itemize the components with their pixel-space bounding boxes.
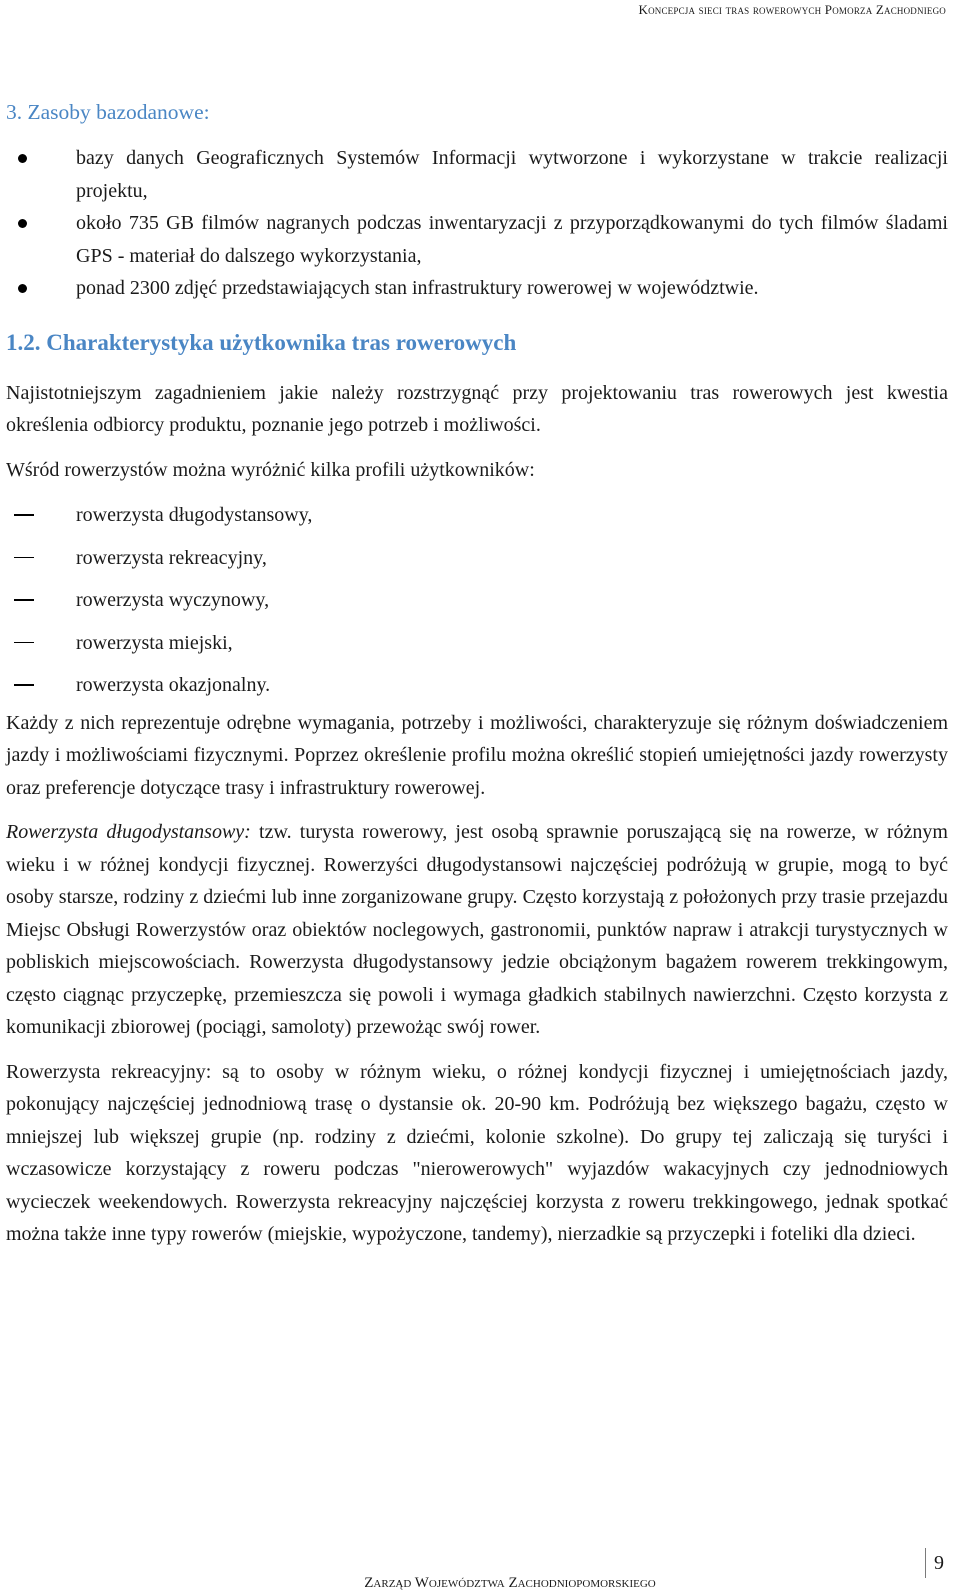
dash-item-text: rowerzysta miejski, [76,631,233,654]
bullet-text: ponad 2300 zdjęć przedstawiających stan infrastruktury rowerowej w województwie. [76,277,759,299]
dash-icon [14,684,34,686]
dash-list-item [6,579,948,622]
dash-list-item [6,537,948,580]
bullet-icon [18,284,27,293]
long-distance-text: tzw. turysta rowerowy, jest osobą sprawnie poruszającą się na rowerze, w różnym wieku i w różnej kondycji fizycznej. Rowerzyści długodystansowi najczęściej podróżują w grupie, mogą to być osoby starsze, rodziny z dziećmi lub inne zorganizowane grupy. Często korzystają z położonych przy trasie przejazdu Miejsc Obsługi Rowerzystów oraz obiektów noclegowych, gastronomii, punktów napraw i atrakcji turystycznych w pobliskich miejscowościach. Rowerzysta długodystansowy jedzie obciążonym bagażem rowerem trekkingowym, często ciągnąc przyczepkę, przemieszcza się powoli i wymaga gładkich stabilnych nawierzchni. Często korzysta z komunikacji zbiorowej (pociągi, samoloty) przewożąc swój rower. [6,821,948,1038]
bullet-item [6,207,948,272]
bullet-item [6,272,948,305]
dash-list-item [6,622,948,665]
dash-list-item [6,664,948,707]
section-heading-resources: 3. Zasoby bazodanowe: [6,100,210,124]
running-header: Koncepcja sieci tras rowerowych Pomorza Zachodniego [638,2,946,17]
bullet-text: około 735 GB filmów nagranych podczas inwentaryzacji z przyporządkowanymi do tych filmów śladami GPS - materiał do dalszego wykorzystania, [76,212,948,267]
dash-icon [14,642,34,644]
dash-item-text: rowerzysta rekreacyjny, [76,546,267,569]
recreational-paragraph: Rowerzysta rekreacyjny: są to osoby w różnym wieku, o różnej kondycji fizycznej i umiejętnościach jazdy, pokonujący najczęściej jednodniową trasę o dystansie ok. 20-90 km. Podróżują bez większego bagażu, często w mniejszej lub większej grupie (np. rodziny z dziećmi, kolonie szkolne). Do grupy tej zaliczają się turyści i wczasowicze korzystający z roweru podczas "nierowerowych" wyjazdów wakacyjnych czy jednodniowych wycieczek weekendowych. Rowerzysta rekreacyjny najczęściej korzysta z roweru trekkingowego, jednak spotkać można także inne typy rowerów (miejskie, wypożyczone, tandemy), nierzadkie są przyczepki i foteliki dla dzieci. [6,1060,948,1245]
dash-item-text: rowerzysta okazjonalny. [76,674,271,696]
resources-bullet-list [6,142,948,305]
intro-paragraph: Najistotniejszym zagadnieniem jakie należy rozstrzygnąć przy projektowaniu tras rowerowych jest kwestia określenia odbiorcy produktu, poznanie jego potrzeb i możliwości. [6,381,948,436]
dash-icon [14,514,34,516]
page-footer: Zarząd Województwa Zachodniopomorskiego [364,1575,656,1591]
long-distance-term: Rowerzysta długodystansowy: [6,821,251,843]
bullet-item [6,142,948,207]
profiles-dash-list [6,494,948,707]
bullet-icon [18,154,27,163]
subsection-heading-user-profile: 1.2. Charakterystyka użytkownika tras rowerowych [6,329,517,355]
bullet-text: bazy danych Geograficznych Systemów Informacji wytworzone i wykorzystane w trakcie realizacji projektu, [76,147,948,202]
dash-item-text: rowerzysta długodystansowy, [76,504,313,526]
dash-icon [14,557,34,559]
dash-item-text: rowerzysta wyczynowy, [76,589,270,611]
profiles-summary-paragraph: Każdy z nich reprezentuje odrębne wymagania, potrzeby i możliwości, charakteryzuje się różnym doświadczeniem jazdy i możliwościami fizycznymi. Poprzez określenie profilu można określić stopień umiejętności jazdy rowerzysty oraz preferencje dotyczące trasy i infrastruktury rowerowej. [6,711,948,799]
page-number: 9 [925,1548,944,1578]
page-content [6,92,948,1251]
bullet-icon [18,219,27,228]
dash-list-item [6,494,948,537]
long-distance-paragraph [6,816,948,1044]
dash-icon [14,599,34,601]
profiles-intro-paragraph: Wśród rowerzystów można wyróżnić kilka profili użytkowników: [6,458,535,481]
